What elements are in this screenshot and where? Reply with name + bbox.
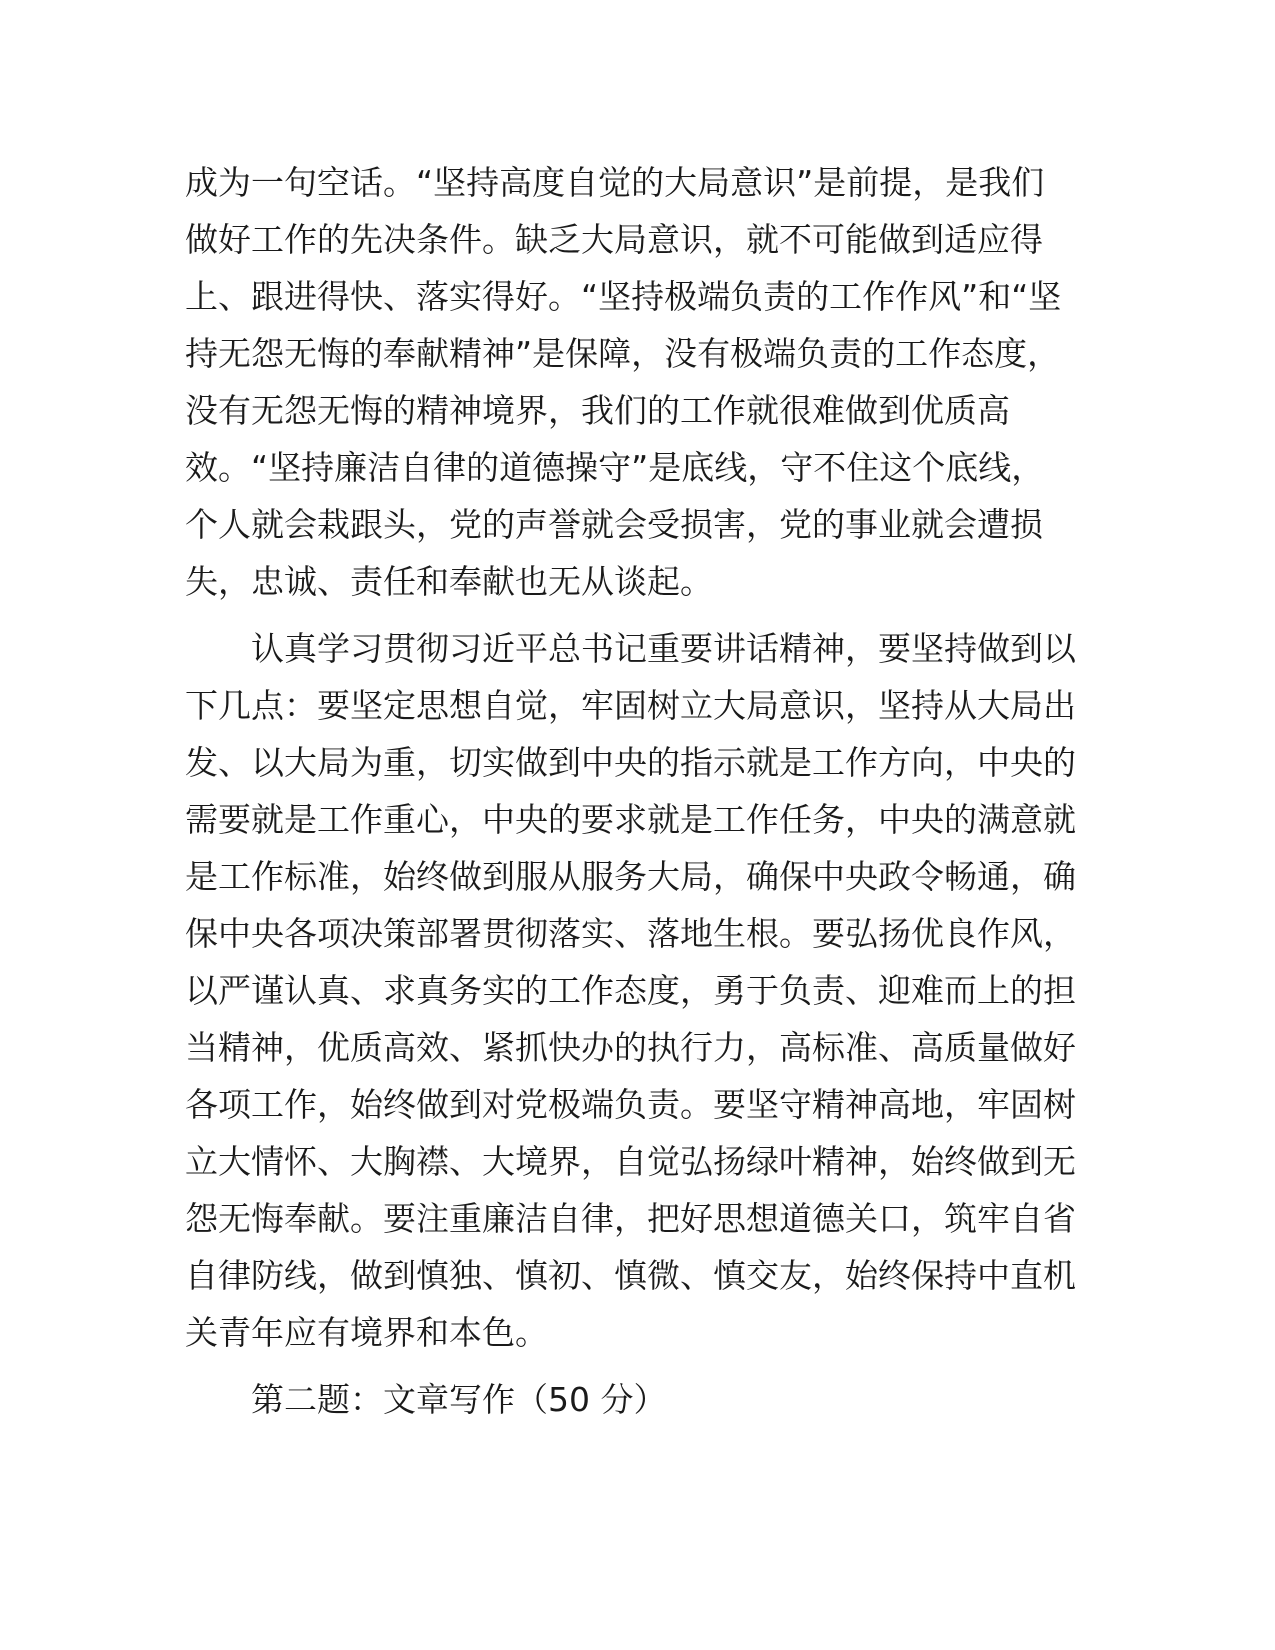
text-line: 认真学习贯彻习近平总书记重要讲话精神，要坚持做到以 <box>251 629 1076 668</box>
paragraph-spacer <box>185 1361 1095 1371</box>
text-line: 成为一句空话。“坚持高度自觉的大局意识”是前提，是我们 <box>185 163 1045 202</box>
text-line: 当精神，优质高效、紧抓快办的执行力，高标准、高质量做好 <box>185 1028 1076 1067</box>
text-line: 个人就会栽跟头，党的声誉就会受损害，党的事业就会遭损 <box>185 505 1043 544</box>
text-line: 以严谨认真、求真务实的工作态度，勇于负责、迎难而上的担 <box>185 971 1076 1010</box>
text-line: 发、以大局为重，切实做到中央的指示就是工作方向，中央的 <box>185 743 1076 782</box>
text-line: 上、跟进得快、落实得好。“坚持极端负责的工作作风”和“坚 <box>185 277 1062 316</box>
text-line: 自律防线，做到慎独、慎初、慎微、慎交友，始终保持中直机 <box>185 1256 1076 1295</box>
text-line: 需要就是工作重心，中央的要求就是工作任务，中央的满意就 <box>185 800 1076 839</box>
text-line: 下几点：要坚定思想自觉，牢固树立大局意识，坚持从大局出 <box>185 686 1076 725</box>
text-line: 是工作标准，始终做到服从服务大局，确保中央政令畅通，确 <box>185 857 1076 896</box>
text-line: 立大情怀、大胸襟、大境界，自觉弘扬绿叶精神，始终做到无 <box>185 1142 1076 1181</box>
text-line: 怨无悔奉献。要注重廉洁自律，把好思想道德关口，筑牢自省 <box>185 1199 1076 1238</box>
text-line: 关青年应有境界和本色。 <box>185 1313 548 1352</box>
paragraph-2 <box>185 620 1095 1361</box>
document-body <box>185 154 1095 1428</box>
paragraph-spacer <box>185 610 1095 620</box>
question-heading: 第二题：文章写作（50 分） <box>251 1380 667 1419</box>
text-line: 没有无怨无悔的精神境界，我们的工作就很难做到优质高 <box>185 391 1010 430</box>
text-line: 效。“坚持廉洁自律的道德操守”是底线，守不住这个底线， <box>185 448 1045 487</box>
text-line: 失，忠诚、责任和奉献也无从谈起。 <box>185 562 713 601</box>
text-line: 持无怨无悔的奉献精神”是保障，没有极端负责的工作态度， <box>185 334 1061 373</box>
paragraph-1 <box>185 154 1095 610</box>
text-line: 各项工作，始终做到对党极端负责。要坚守精神高地，牢固树 <box>185 1085 1076 1124</box>
text-line: 保中央各项决策部署贯彻落实、落地生根。要弘扬优良作风， <box>185 914 1076 953</box>
section-heading <box>185 1371 1095 1428</box>
text-line: 做好工作的先决条件。缺乏大局意识，就不可能做到适应得 <box>185 220 1043 259</box>
